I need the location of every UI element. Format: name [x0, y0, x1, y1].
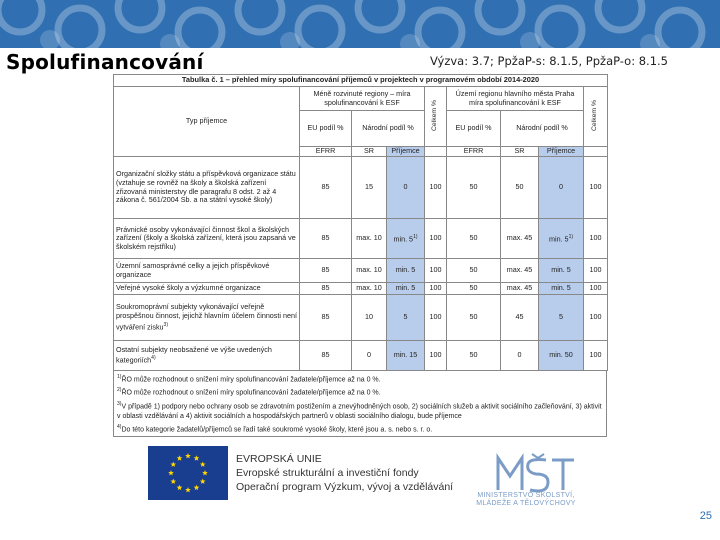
- cell-beneficiary-1-text: 5: [403, 312, 408, 322]
- eu-star-icon: [194, 455, 200, 460]
- cell-efrr-2-text: 50: [469, 233, 478, 243]
- header-total-2-label: Celkem %: [591, 99, 599, 131]
- cell-sr-1-text: 15: [365, 182, 373, 192]
- msmt-line-1: MINISTERSTVO ŠKOLSTVÍ,: [477, 492, 575, 499]
- header-group-less-developed: Méně rozvinuté regiony – míra spolufinancování k ESF: [300, 87, 425, 111]
- header-group-prague: Území regionu hlavního města Praha míra spolufinancování k ESF: [447, 87, 584, 111]
- header-total-2: [584, 87, 608, 147]
- page-number: 25: [699, 510, 712, 522]
- table-row: [114, 283, 608, 295]
- cell-type: [114, 341, 300, 371]
- cell-sr-1-text: max. 10: [356, 283, 382, 293]
- eu-star-icon: [185, 487, 191, 492]
- cell-efrr-1: [300, 259, 352, 283]
- cell-efrr-2: [447, 157, 501, 219]
- cell-beneficiary-1: [387, 341, 425, 371]
- cell-sr-1-text: 10: [365, 312, 373, 322]
- cell-type-text: Právnické osoby vykonávající činnost škol a školských zařízení (školy a školská zařízení, která jsou zapsaná ve školském rejstříku): [116, 224, 296, 251]
- footer-logos: [148, 440, 588, 512]
- cell-type: [114, 259, 300, 283]
- header-band: [0, 0, 720, 48]
- cell-efrr-1: [300, 157, 352, 219]
- cell-total-1-text: 100: [429, 350, 442, 360]
- cell-beneficiary-1-footnote-mark: 1): [413, 234, 418, 240]
- cell-efrr-1: [300, 295, 352, 341]
- cell-efrr-2-text: 50: [469, 182, 478, 192]
- header-national-share-2: Národní podíl %: [501, 111, 584, 147]
- cell-beneficiary-1: [387, 295, 425, 341]
- header-total-1-label: Celkem %: [431, 99, 439, 131]
- cell-total-1: [425, 283, 447, 295]
- cell-efrr-2: [447, 295, 501, 341]
- cell-efrr-2: [447, 283, 501, 295]
- cell-type-footnote-mark: 3): [163, 321, 168, 328]
- table-row: [114, 341, 608, 371]
- header-efrr-2: EFRR: [447, 147, 501, 157]
- table-row: [114, 157, 608, 219]
- cell-sr-2: [501, 295, 539, 341]
- cell-total-2: [584, 219, 608, 259]
- msmt-text: [461, 492, 591, 508]
- cell-beneficiary-1: [387, 219, 425, 259]
- cell-beneficiary-2: [539, 341, 584, 371]
- cell-sr-1: [352, 157, 387, 219]
- footnote-text: Do této kategorie žadatelů/příjemců se řadí také soukromé vysoké školy, které jsou a. s. nebo s. r. o.: [121, 426, 433, 434]
- cell-sr-2-text: 45: [515, 312, 524, 322]
- header-total-1: [425, 87, 447, 147]
- cell-sr-2: [501, 219, 539, 259]
- cell-sr-1-text: max. 10: [356, 265, 382, 275]
- cell-sr-1: [352, 259, 387, 283]
- cell-type-text: Soukromoprávní subjekty vykonávající veřejně prospěšnou činnost, jejichž hlavním účelem činnosti není vytváření zisku: [116, 302, 297, 331]
- cell-beneficiary-2-text: 0: [559, 182, 563, 192]
- table-row: [114, 259, 608, 283]
- cell-type-text: Územní samosprávné celky a jejich příspěvkové organizace: [116, 260, 270, 279]
- cell-beneficiary-2: [539, 259, 584, 283]
- header-type: Typ příjemce: [114, 87, 300, 157]
- eu-star-icon: [170, 479, 176, 484]
- header-eu-share-2: EU podíl %: [447, 111, 501, 147]
- cell-total-1-text: 100: [429, 312, 442, 322]
- cell-total-1: [425, 295, 447, 341]
- cell-total-2-text: 100: [589, 350, 602, 360]
- header-national-share-1: Národní podíl %: [352, 111, 425, 147]
- cell-efrr-2-text: 50: [469, 350, 478, 360]
- cell-beneficiary-1: [387, 283, 425, 295]
- footnote-mark: 4): [117, 423, 122, 430]
- table-caption: Tabulka č. 1 – přehled míry spolufinancování příjemců v projektech v programovém období 2014-2020: [114, 75, 608, 87]
- cell-sr-1: [352, 283, 387, 295]
- eu-star-icon: [200, 479, 206, 484]
- footnote: [117, 399, 603, 422]
- header-beneficiary-2: Příjemce: [539, 147, 584, 157]
- cell-sr-2: [501, 341, 539, 371]
- header-sr-2: SR: [501, 147, 539, 157]
- cell-efrr-1-text: 85: [321, 283, 330, 293]
- eu-flag: [148, 446, 228, 500]
- cell-total-2-text: 100: [589, 233, 602, 243]
- cell-beneficiary-2-text: 5: [559, 312, 563, 322]
- cell-efrr-2: [447, 341, 501, 371]
- cell-beneficiary-1-text: min. 5: [395, 283, 416, 293]
- cell-beneficiary-2-text: min. 5: [548, 234, 569, 244]
- header-beneficiary-1: Příjemce: [387, 147, 425, 157]
- cell-total-2-text: 100: [589, 283, 602, 293]
- cell-sr-2-text: max. 45: [506, 233, 533, 243]
- table-row: [114, 219, 608, 259]
- cell-type: [114, 295, 300, 341]
- eu-star-icon: [168, 470, 174, 475]
- eu-text: [236, 452, 453, 494]
- cell-beneficiary-1-text: 0: [403, 182, 408, 192]
- cell-efrr-2-text: 50: [469, 312, 478, 322]
- cell-beneficiary-1-text: min. 5: [395, 265, 416, 275]
- cell-type-text: Veřejné vysoké školy a výzkumné organizace: [116, 283, 261, 293]
- cell-beneficiary-2: [539, 295, 584, 341]
- eu-line-3: Operační program Výzkum, vývoj a vzdělávání: [236, 481, 454, 493]
- cell-beneficiary-2-text: min. 5: [551, 283, 571, 293]
- cell-beneficiary-1: [387, 157, 425, 219]
- header-pattern: [0, 0, 720, 48]
- footnote-text: ŘO může rozhodnout o snížení míry spolufinancování žadatele/příjemce až na 0 %.: [121, 376, 381, 384]
- cell-total-1: [425, 219, 447, 259]
- cell-efrr-1: [300, 283, 352, 295]
- eu-star-icon: [170, 462, 176, 467]
- cell-beneficiary-2-footnote-mark: 1): [568, 234, 574, 240]
- cell-efrr-1-text: 85: [321, 350, 330, 360]
- eu-line-1: EVROPSKÁ UNIE: [236, 453, 322, 465]
- footnote-text: V případě 1) podpory nebo ochrany osob se zdravotním postižením a znevýhodněných osob, 2) sociálních služeb a aktivit sociálního začleňování, 3) aktivit v oblasti vzdělávání a 4) aktivit sociálních a hospodářských partnerů v oblasti sociálního dialogu, bude příjemce: [117, 402, 602, 420]
- cell-sr-2-text: max. 45: [506, 265, 533, 275]
- header-blank-2: [584, 147, 608, 157]
- eu-star-icon: [177, 485, 183, 490]
- cell-beneficiary-2-text: min. 5: [551, 265, 571, 275]
- cell-total-2: [584, 283, 608, 295]
- cell-efrr-1-text: 85: [321, 312, 330, 322]
- cell-efrr-2: [447, 219, 501, 259]
- table-footnotes: [113, 371, 607, 437]
- cell-beneficiary-2: [539, 283, 584, 295]
- cell-sr-1: [352, 295, 387, 341]
- call-reference: Výzva: 3.7; PpžaP-s: 8.1.5, PpžaP-o: 8.1.5: [429, 54, 668, 68]
- cell-total-1: [425, 157, 447, 219]
- header-sr-1: SR: [352, 147, 387, 157]
- cell-total-2: [584, 295, 608, 341]
- eu-stars-icon: [148, 446, 228, 500]
- cell-total-2-text: 100: [589, 265, 602, 275]
- cell-total-1: [425, 341, 447, 371]
- financing-table: [113, 74, 608, 371]
- cell-sr-2: [501, 259, 539, 283]
- cell-total-2-text: 100: [589, 182, 602, 192]
- cell-total-2: [584, 341, 608, 371]
- cell-sr-2-text: 50: [515, 182, 524, 192]
- header-blank-1: [425, 147, 447, 157]
- cell-type-footnote-mark: 4): [151, 355, 156, 362]
- cell-type: [114, 157, 300, 219]
- cell-total-1-text: 100: [429, 283, 442, 293]
- footnote: [117, 385, 603, 398]
- cell-total-2-text: 100: [589, 312, 602, 322]
- cell-efrr-1: [300, 219, 352, 259]
- header-efrr-1: EFRR: [300, 147, 352, 157]
- cell-efrr-1: [300, 341, 352, 371]
- cell-total-1: [425, 259, 447, 283]
- cell-beneficiary-1-text: min. 5: [393, 234, 414, 244]
- cell-beneficiary-2: [539, 219, 584, 259]
- cell-beneficiary-1: [387, 259, 425, 283]
- eu-star-icon: [185, 453, 191, 458]
- cell-sr-2: [501, 283, 539, 295]
- cell-efrr-1-text: 85: [321, 233, 330, 243]
- cell-type: [114, 219, 300, 259]
- eu-star-icon: [177, 455, 183, 460]
- cell-total-2: [584, 157, 608, 219]
- cell-sr-1-text: 0: [367, 350, 371, 360]
- cell-efrr-1-text: 85: [321, 182, 330, 192]
- cell-efrr-2-text: 50: [469, 283, 478, 293]
- cell-efrr-2-text: 50: [469, 265, 478, 275]
- cell-beneficiary-2-text: min. 50: [549, 350, 573, 360]
- footnote-mark: 2): [117, 387, 122, 394]
- footnote-mark: 3): [117, 400, 122, 407]
- cell-total-1-text: 100: [429, 265, 442, 275]
- cell-total-1-text: 100: [429, 182, 442, 192]
- cell-sr-2-text: 0: [517, 350, 522, 360]
- slide-title: Spolufinancování: [6, 50, 204, 74]
- msmt-line-2: MLÁDEŽE A TĚLOVÝCHOVY: [476, 500, 576, 507]
- cell-sr-1: [352, 341, 387, 371]
- cell-type-text: Ostatní subjekty neobsažené ve výše uvedených kategoriích: [116, 344, 272, 365]
- table-body: [114, 157, 608, 371]
- cell-sr-1: [352, 219, 387, 259]
- cell-total-1-text: 100: [429, 233, 442, 243]
- footnote: [117, 372, 603, 385]
- cell-sr-1-text: max. 10: [356, 233, 382, 243]
- cell-total-2: [584, 259, 608, 283]
- eu-star-icon: [194, 485, 200, 490]
- eu-star-icon: [202, 470, 208, 475]
- footnote: [117, 422, 603, 435]
- table-row: [114, 295, 608, 341]
- cell-sr-2-text: max. 45: [506, 283, 533, 293]
- cell-sr-2: [501, 157, 539, 219]
- cell-beneficiary-1-text: min. 15: [393, 350, 418, 360]
- financing-table-document: [113, 74, 607, 439]
- cell-beneficiary-2: [539, 157, 584, 219]
- eu-line-2: Evropské strukturální a investiční fondy: [236, 467, 419, 479]
- cell-type-text: Organizační složky státu a příspěvková organizace státu (vztahuje se rovněž na školy a školská zařízení zřizovaná ministerstvy dle paragrafu 8 odst. 2 až 4 zákona č. 561/2004 Sb. a na státní vysoké školy): [116, 169, 296, 205]
- cell-type: [114, 283, 300, 295]
- cell-efrr-2: [447, 259, 501, 283]
- footnote-mark: 1): [117, 374, 122, 380]
- cell-efrr-1-text: 85: [321, 265, 330, 275]
- footnote-text: ŘO může rozhodnout o snížení míry spolufinancování žadatele/příjemce až na 0 %.: [121, 389, 381, 397]
- eu-star-icon: [200, 462, 206, 467]
- header-eu-share-1: EU podíl %: [300, 111, 352, 147]
